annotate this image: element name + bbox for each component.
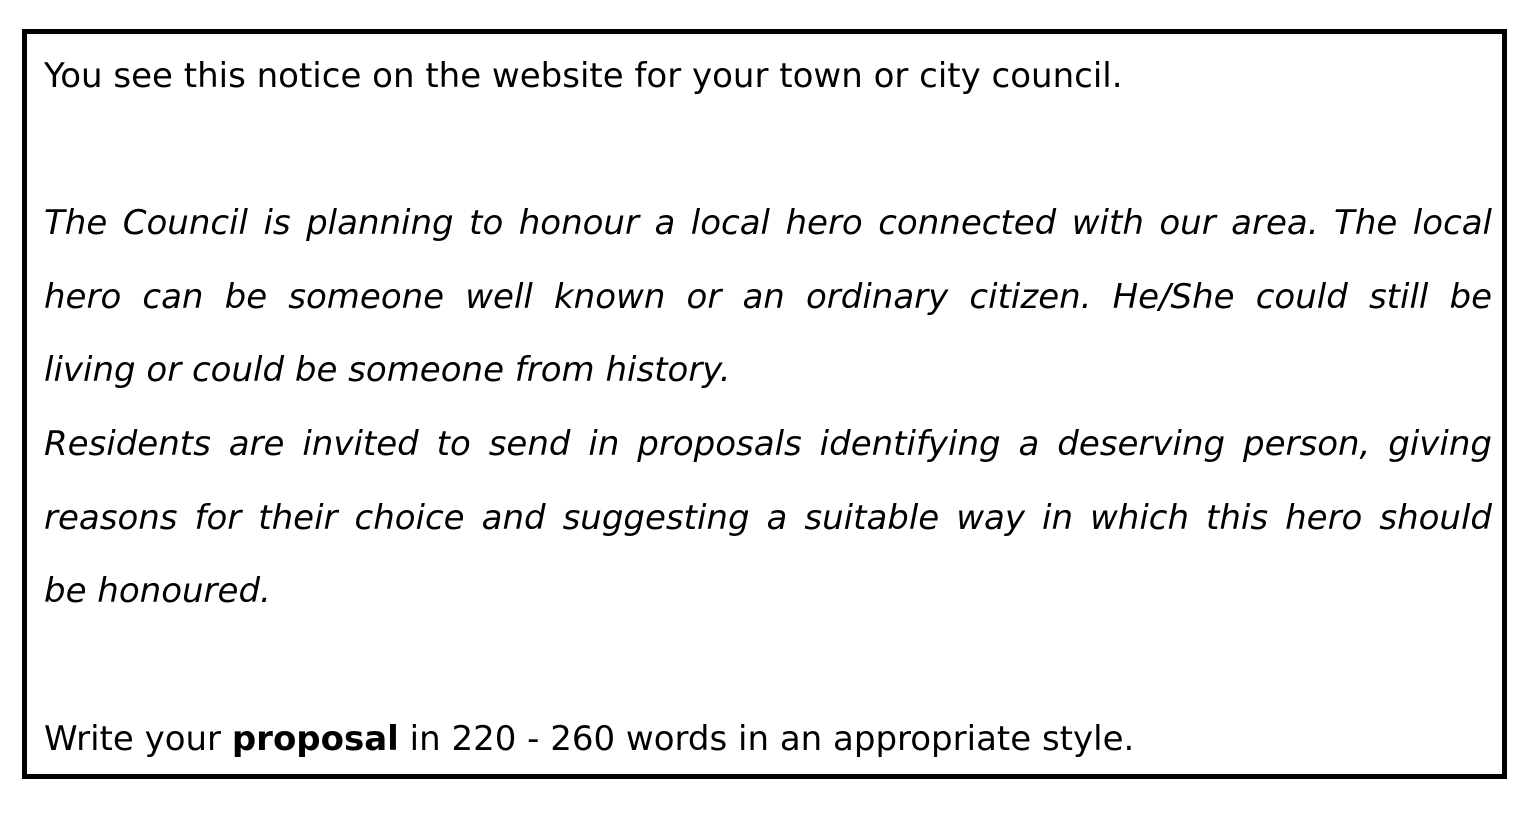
notice-line-4: Residents are invited to send in proposals identifying a deserving person, giving [44,424,1492,464]
intro-text: You see this notice on the website for your town or city council. [44,56,1123,96]
task-instruction [44,719,1492,759]
notice-line-5: reasons for their choice and suggesting a suitable way in which this hero should [44,498,1492,538]
notice-line-6: be honoured. [44,571,271,611]
notice-line-1: The Council is planning to honour a local hero connected with our area. The local [44,203,1492,243]
task-instruction-keyword: proposal [231,719,399,759]
task-instruction-start: Write your [44,719,232,759]
notice-line-3: living or could be someone from history. [44,350,731,390]
task-instruction-end: in 220 - 260 words in an appropriate style. [398,719,1135,759]
task-box [22,29,1507,779]
notice-line-2: hero can be someone well known or an ordinary citizen. He/She could still be [44,277,1492,317]
